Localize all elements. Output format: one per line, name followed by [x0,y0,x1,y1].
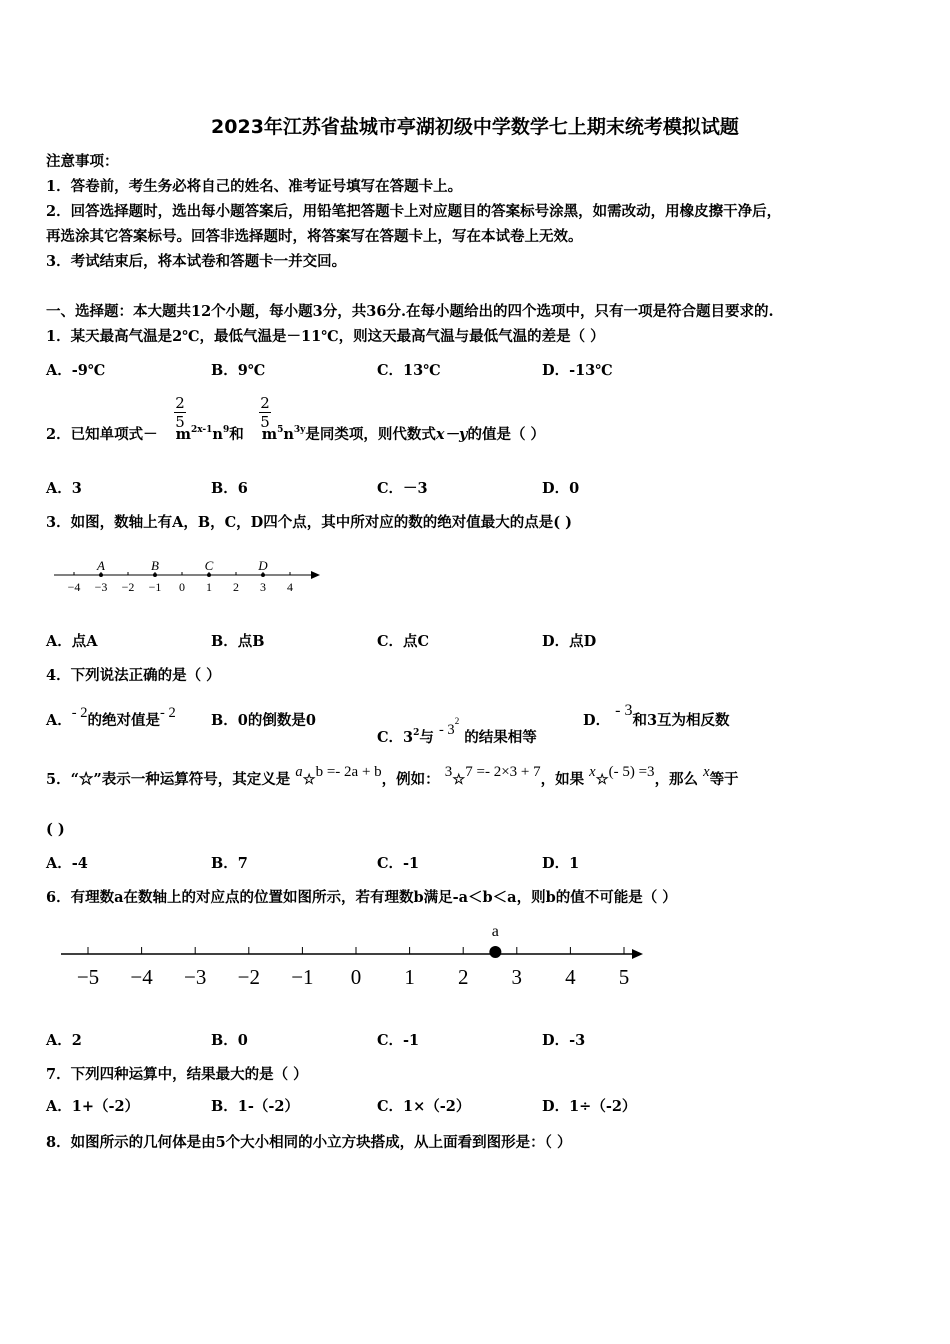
q5-mid: ，例如： [381,771,440,788]
q3-tick-label: 2 [233,580,239,594]
q6-stem: 6．有理数a在数轴上的对应点的位置如图所示，若有理数b满足-a＜b＜a，则b的值不可能是（ ） [46,889,677,906]
q3-point-label: B [151,558,159,573]
q4-a-math1: - 2 [71,705,88,721]
notice-item: 3．考试结束后，将本试卷和答题卡一并交回。 [46,253,347,270]
q1-stem: 1．某天最高气温是2℃，最低气温是－11℃，则这天最高气温与最低气温的差是（ ） [46,328,605,345]
q2-option-d: D．0 [542,480,580,497]
notice-item: 再选涂其它答案标号。回答非选择题时，将答案写在答题卡上，写在本试卷上无效。 [46,228,583,245]
q4-option-c [377,712,537,747]
q6-tick-label: −4 [130,965,153,989]
q2-fraction-2 [257,395,273,430]
q5-def-a: a [295,764,303,780]
q2-option-b: B．6 [211,480,248,497]
q2-post: 是同类项，则代数式 [305,426,436,443]
q1-option-c: C．13℃ [377,362,441,379]
q2-mid: 和 [229,426,244,443]
q4-c-sup2: 2 [454,716,460,726]
q2-e3: 5 [277,425,284,435]
q7-option-b: B．1-（-2） [211,1098,299,1115]
q3-tick-label: −4 [67,580,81,594]
q1-option-a: A．-9℃ [46,362,106,379]
q7-stem: 7．下列四种运算中，结果最大的是（ ） [46,1066,308,1083]
q6-tick-label: 4 [565,965,576,989]
q3-axis-arrow [311,571,320,579]
q5-mid2: ，如果 [540,771,585,788]
q3-option-a: A．点A [46,633,98,650]
q3-stem: 3．如图，数轴上有A，B，C，D四个点，其中所对应的数的绝对值最大的点是( ) [46,514,572,531]
q2-frac2-den: 5 [260,413,270,431]
q2-option-c: C．－3 [377,480,428,497]
q4-a-label: A． [46,712,72,729]
q6-option-a: A．2 [46,1032,82,1049]
q6-tick-label: 3 [511,965,523,989]
q6-tick-label: 0 [350,965,362,989]
q3-point-d [261,573,265,577]
q5-option-c: C．-1 [377,855,420,872]
page-title: 2023年江苏省盐城市亭湖初级中学数学七上期末统考模拟试题 [211,116,739,138]
q4-option-d [583,702,730,730]
notice-item: 1．答卷前，考生务必将自己的姓名、准考证号填写在答题卡上。 [46,178,463,195]
q2-n2: n [283,426,294,443]
q4-a-text: 的绝对值是 [87,712,160,729]
q6-option-d: D．-3 [542,1032,586,1049]
q2-e2: 9 [222,425,230,435]
q3-tick-label: −3 [94,580,108,594]
q3-tick-label: −2 [121,580,135,594]
q4-c-sup: 2 [413,728,420,738]
q7-option-c: C．1×（-2） [377,1098,471,1115]
q3-point-label: C [204,558,214,573]
q6-tick-label: −2 [237,965,260,989]
q4-option-b: B．0的倒数是0 [211,712,316,729]
q5-pre: 5．“☆”表示一种运算符号，其定义是 [46,771,291,788]
q4-option-a [46,705,176,730]
q1-option-d: D．-13℃ [542,362,613,379]
q5-ex-right: 7 =- 2×3 + 7 [465,764,541,780]
q5-tail2: 等于 [709,771,739,788]
q4-stem: 4．下列说法正确的是（ ） [46,667,221,684]
notice-item: 2．回答选择题时，选出每小题答案后，用铅笔把答题卡上对应题目的答案标号涂黑，如需改动，用橡皮擦干净后， [46,203,782,220]
q4-c-label: C．3 [377,729,414,746]
q6-tick-label: −3 [184,965,207,989]
q2-m2: m [261,426,278,443]
q4-a-math2: - 2 [159,705,176,721]
q6-tick-label: −5 [76,965,100,989]
q1-option-b: B．9℃ [211,362,266,379]
q3-number-line [50,555,330,600]
q3-option-d: D．点D [542,633,597,650]
q5-if-x: x [589,764,596,780]
q8-stem: 8．如图所示的几何体是由5个大小相同的小立方块搭成，从上面看到图形是：（ ） [46,1134,572,1151]
q6-tick-label: −1 [291,965,314,989]
q2-fraction-1 [172,395,188,430]
q3-point-c [207,573,211,577]
q2-m1: m [175,426,191,443]
q6-number-line [55,918,655,998]
star-icon: ☆ [452,771,466,788]
q2-option-a: A．3 [46,480,82,497]
q3-point-label: D [258,558,268,573]
q3-point-label: A [97,558,105,573]
q6-tick-label: 5 [618,965,630,989]
q4-d-post: 和3互为相反数 [632,712,730,729]
q5-ex-left: 3 [444,764,453,780]
q6-option-c: C．-1 [377,1032,420,1049]
q7-option-a: A．1+（-2） [46,1098,140,1115]
q5-def-b: b =- 2a + b [315,764,382,780]
q6-axis-arrow [632,949,643,959]
q2-frac1-num: 2 [175,394,185,412]
star-icon: ☆ [302,771,316,788]
q6-tick-label: 1 [404,965,415,989]
q3-point-b [153,573,157,577]
q3-tick-label: −1 [148,580,162,594]
q5-tail: ，那么 [654,771,699,788]
q2-n1: n [212,426,223,443]
q5-option-b: B．7 [211,855,248,872]
q4-c-math: - 3 [438,722,455,738]
q6-point-a [489,946,501,958]
q5-paren: ( ) [46,821,65,838]
q4-d-label: D． [583,712,611,729]
q3-tick-label: 4 [287,580,293,594]
section-heading: 一、选择题：本大题共12个小题，每小题3分，共36分.在每小题给出的四个选项中，只有一项是符合题目要求的. [46,303,774,320]
q5-stem [46,764,739,789]
q4-d-math: - 3 [615,702,633,719]
q2-expr: x－y [435,426,468,443]
q2-frac2-num: 2 [260,394,270,412]
q3-point-a [99,573,103,577]
q5-option-a: A．-4 [46,855,88,872]
q2-e1: 2x-1 [190,425,213,435]
q6-option-b: B．0 [211,1032,248,1049]
q2-stem [46,421,545,444]
q5-tail-x: x [703,764,710,780]
q6-point-label: a [491,923,499,940]
q3-option-c: C．点C [377,633,430,650]
q2-pre: 2．已知单项式－ [46,426,158,443]
notice-heading: 注意事项： [46,153,119,170]
q5-if-right: (- 5) =3 [608,764,655,780]
q3-tick-label: 1 [206,580,212,594]
q3-tick-label: 3 [260,580,266,594]
q6-tick-label: 2 [457,965,469,989]
q7-option-d: D．1÷（-2） [542,1098,637,1115]
q3-tick-label: 0 [179,580,185,594]
q5-option-d: D．1 [542,855,580,872]
star-icon: ☆ [595,771,609,788]
q3-option-b: B．点B [211,633,265,650]
q2-e4: 3y [293,425,306,435]
q2-tail: 的值是（ ） [467,426,546,443]
q2-frac1-den: 5 [175,413,185,431]
q4-c-mid: 与 [419,729,434,746]
q4-c-post: 的结果相等 [464,729,537,746]
